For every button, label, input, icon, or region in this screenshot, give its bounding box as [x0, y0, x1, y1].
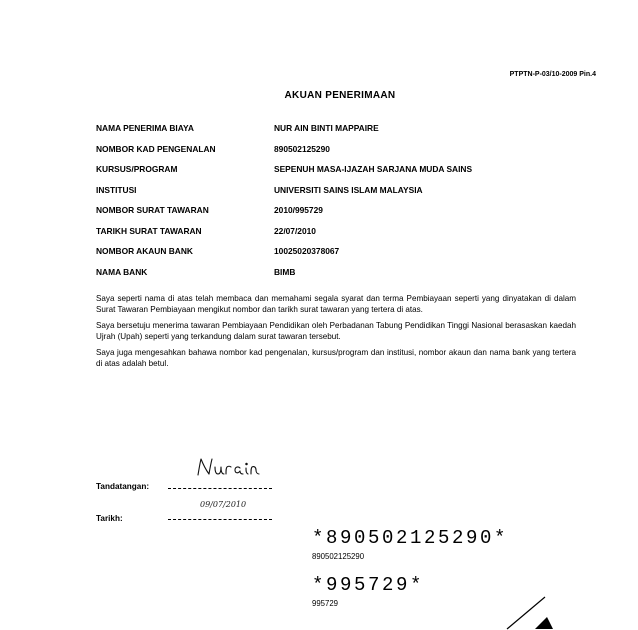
field-value: 890502125290 [274, 143, 330, 154]
field-value: BIMB [274, 266, 296, 277]
recipient-details [96, 120, 596, 284]
declaration-paragraph: Saya juga mengesahkan bahawa nombor kad pengenalan, kursus/program dan institusi, nombor akaun dan nama bank yang tertera di atas adalah betul. [96, 348, 576, 368]
signature-label: Tandatangan: [96, 482, 150, 491]
declaration-paragraph: Saya bersetuju menerima tawaran Pembiayaan Pendidikan oleh Perbadanan Tabung Pendidikan Tinggi Nasional berasaskan kaedah Ujrah (Upah) seperti yang terkandung dalam surat tawaran tersebut. [96, 321, 576, 341]
field-label: INSTITUSI [96, 184, 137, 195]
field-label: TARIKH SURAT TAWARAN [96, 225, 202, 236]
field-row-recipient-name [96, 120, 596, 141]
field-value: 2010/995729 [274, 205, 323, 215]
field-label: KURSUS/PROGRAM [96, 164, 178, 174]
field-row-bank-account [96, 243, 596, 264]
field-row-institution [96, 182, 596, 203]
form-reference: PTPTN-P-03/10-2009 Pin.4 [509, 71, 596, 78]
field-label: NOMBOR AKAUN BANK [96, 246, 193, 256]
barcode-ic-number: *890502125290* [312, 527, 509, 549]
corner-stroke-mark [505, 595, 565, 630]
document-title: AKUAN PENERIMAAN [284, 90, 396, 101]
declaration-text [96, 294, 576, 375]
signature-line [168, 488, 272, 489]
date-label: Tarikh: [96, 514, 123, 523]
field-value: SEPENUH MASA-IJAZAH SARJANA MUDA SAINS [274, 164, 473, 174]
barcode-caption: 995729 [312, 599, 339, 608]
field-row-offer-number [96, 202, 596, 223]
date-line [168, 519, 272, 520]
field-value: UNIVERSITI SAINS ISLAM MALAYSIA [274, 184, 423, 195]
barcode-offer-number: *995729* [312, 574, 425, 596]
handwritten-date: 09/07/2010 [200, 500, 247, 509]
field-value: NUR AIN BINTI MAPPAIRE [274, 123, 379, 133]
handwritten-signature [195, 455, 265, 481]
field-row-bank-name [96, 264, 596, 285]
field-label: NAMA PENERIMA BIAYA [96, 123, 194, 133]
field-value: 22/07/2010 [274, 225, 316, 236]
field-label: NOMBOR KAD PENGENALAN [96, 143, 216, 154]
declaration-paragraph: Saya seperti nama di atas telah membaca dan memahami segala syarat dan terma Pembiayaan seperti yang dinyatakan di dalam Surat Tawaran Pembiayaan mengikut nombor dan tarikh surat tawaran yang tertera di atas. [96, 294, 576, 314]
field-label: NAMA BANK [96, 266, 148, 277]
field-row-offer-date [96, 223, 596, 244]
field-row-ic-number [96, 141, 596, 162]
field-value: 10025020378067 [274, 246, 340, 256]
field-row-course [96, 161, 596, 182]
barcode-caption: 890502125290 [312, 552, 365, 561]
field-label: NOMBOR SURAT TAWARAN [96, 205, 209, 215]
